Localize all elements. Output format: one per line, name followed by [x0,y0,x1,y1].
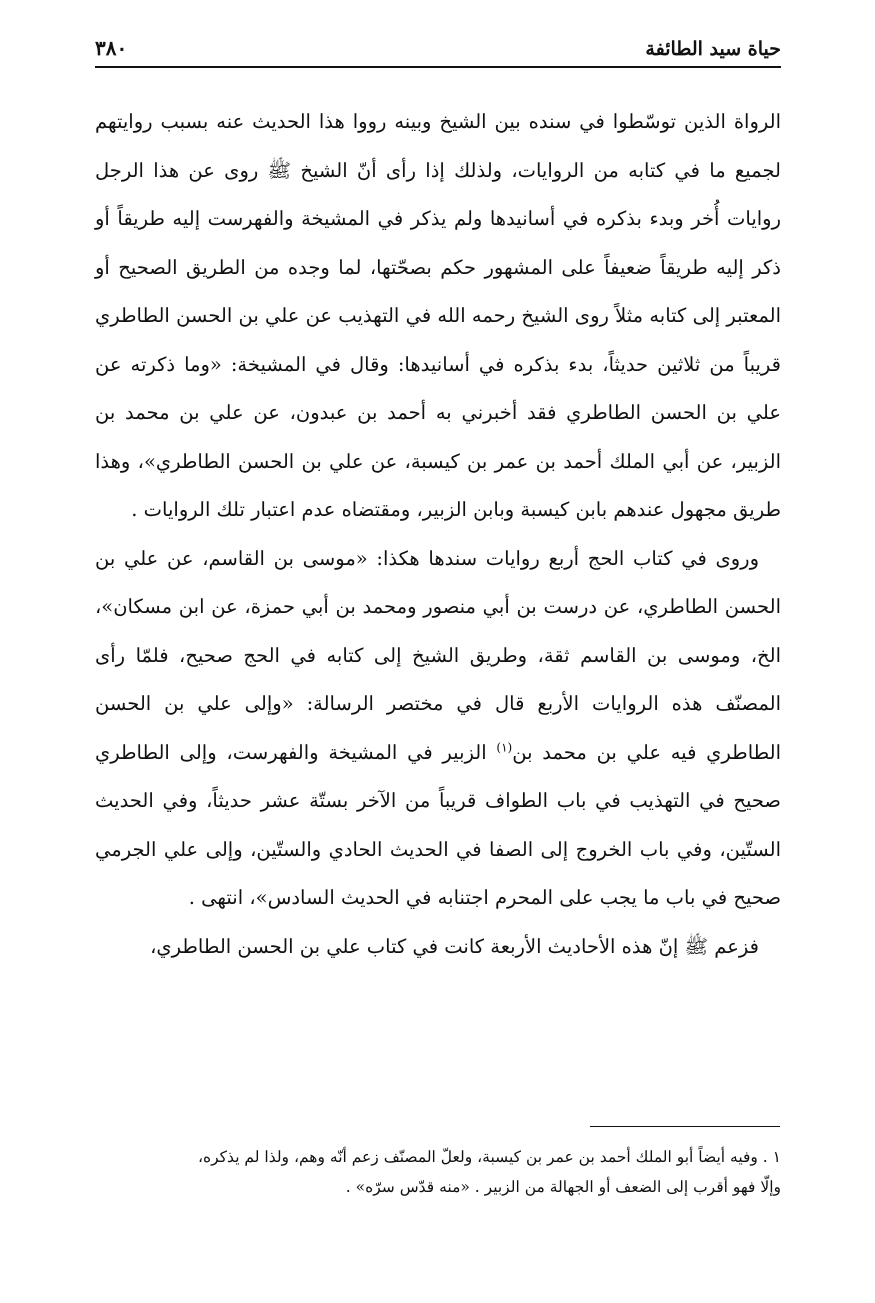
footnote-line-1: ١ . وفيه أيضاً أبو الملك أحمد بن عمر بن كيسبة، ولعلّ المصنّف زعم أنّه وهم، ولذا لم يذكره، [198,1148,781,1166]
page-header [95,28,781,68]
paragraph-2 [95,535,781,923]
paragraph-2-text-b: الزبير في المشيخة والفهرست، وإلى الطاطري صحيح في التهذيب في باب الطواف قريباً من الآخر بستّة عشر حديثاً، وفي الحديث الستّين، وفي باب الخروج إلى الصفا في الحديث الحادي والستّين، وإلى علي الجرمي صحيح في باب ما يجب على المحرم اجتنابه في الحديث السادس»، انتهى . [95,740,781,909]
footnote-separator [590,1126,780,1127]
paragraph-3-text: فزعم ﷺ إنّ هذه الأحاديث الأربعة كانت في كتاب علي بن الحسن الطاطري، [150,934,759,958]
main-text [95,98,781,971]
paragraph-3 [95,923,781,972]
footnotes [95,1142,781,1202]
paragraph-1: الرواة الذين توسّطوا في سنده بين الشيخ وبينه رووا هذا الحديث عنه بسبب روايتهم لجميع ما في كتابه من الروايات، ولذلك إذا رأى أنّ الشيخ ﷺ روى عن هذا الرجل روايات أُخر وبدء بذكره في أسانيدها ولم يذكر في المشيخة والفهرست إليه طريقاً أو ذكر إليه طريقاً ضعيفاً على المشهور حكم بصحّتها، لما وجده من الطريق الصحيح أو المعتبر إلى كتابه مثلاً روى الشيخ رحمه الله في التهذيب عن علي بن الحسن الطاطري قريباً من ثلاثين حديثاً، بدء بذكره في أسانيدها: وقال في المشيخة: «وما ذكرته عن علي بن الحسن الطاطري فقد أخبرني به أحمد بن عبدون، عن علي بن محمد بن الزبير، عن أبي الملك أحمد بن عمر بن كيسبة، عن علي بن الحسن الطاطري»، وهذا طريق مجهول عندهم بابن كيسبة وبابن الزبير، ومقتضاه عدم اعتبار تلك الروايات . [95,110,781,521]
footnote-line-2: وإلّا فهو أقرب إلى الضعف أو الجهالة من الزبير . «منه قدّس سرّه» . [345,1178,781,1196]
paragraph-2-text-a: وروى في كتاب الحج أربع روايات سندها هكذا: «موسى بن القاسم، عن علي بن الحسن الطاطري، عن درست بن أبي منصور ومحمد بن أبي حمزة، عن ابن مسكان»، الخ، وموسى بن القاسم ثقة، وطريق الشيخ إلى كتابه في الحج صحيح، فلمّا رأى المصنّف هذه الروايات الأربع قال في مختصر الرسالة: «وإلى علي بن الحسن الطاطري فيه علي بن محمد بن [95,546,782,764]
running-title: حياة سيد الطائفة [645,38,781,60]
page-number: ٣٨٠ [95,36,128,60]
footnote-reference: (١) [496,740,513,754]
